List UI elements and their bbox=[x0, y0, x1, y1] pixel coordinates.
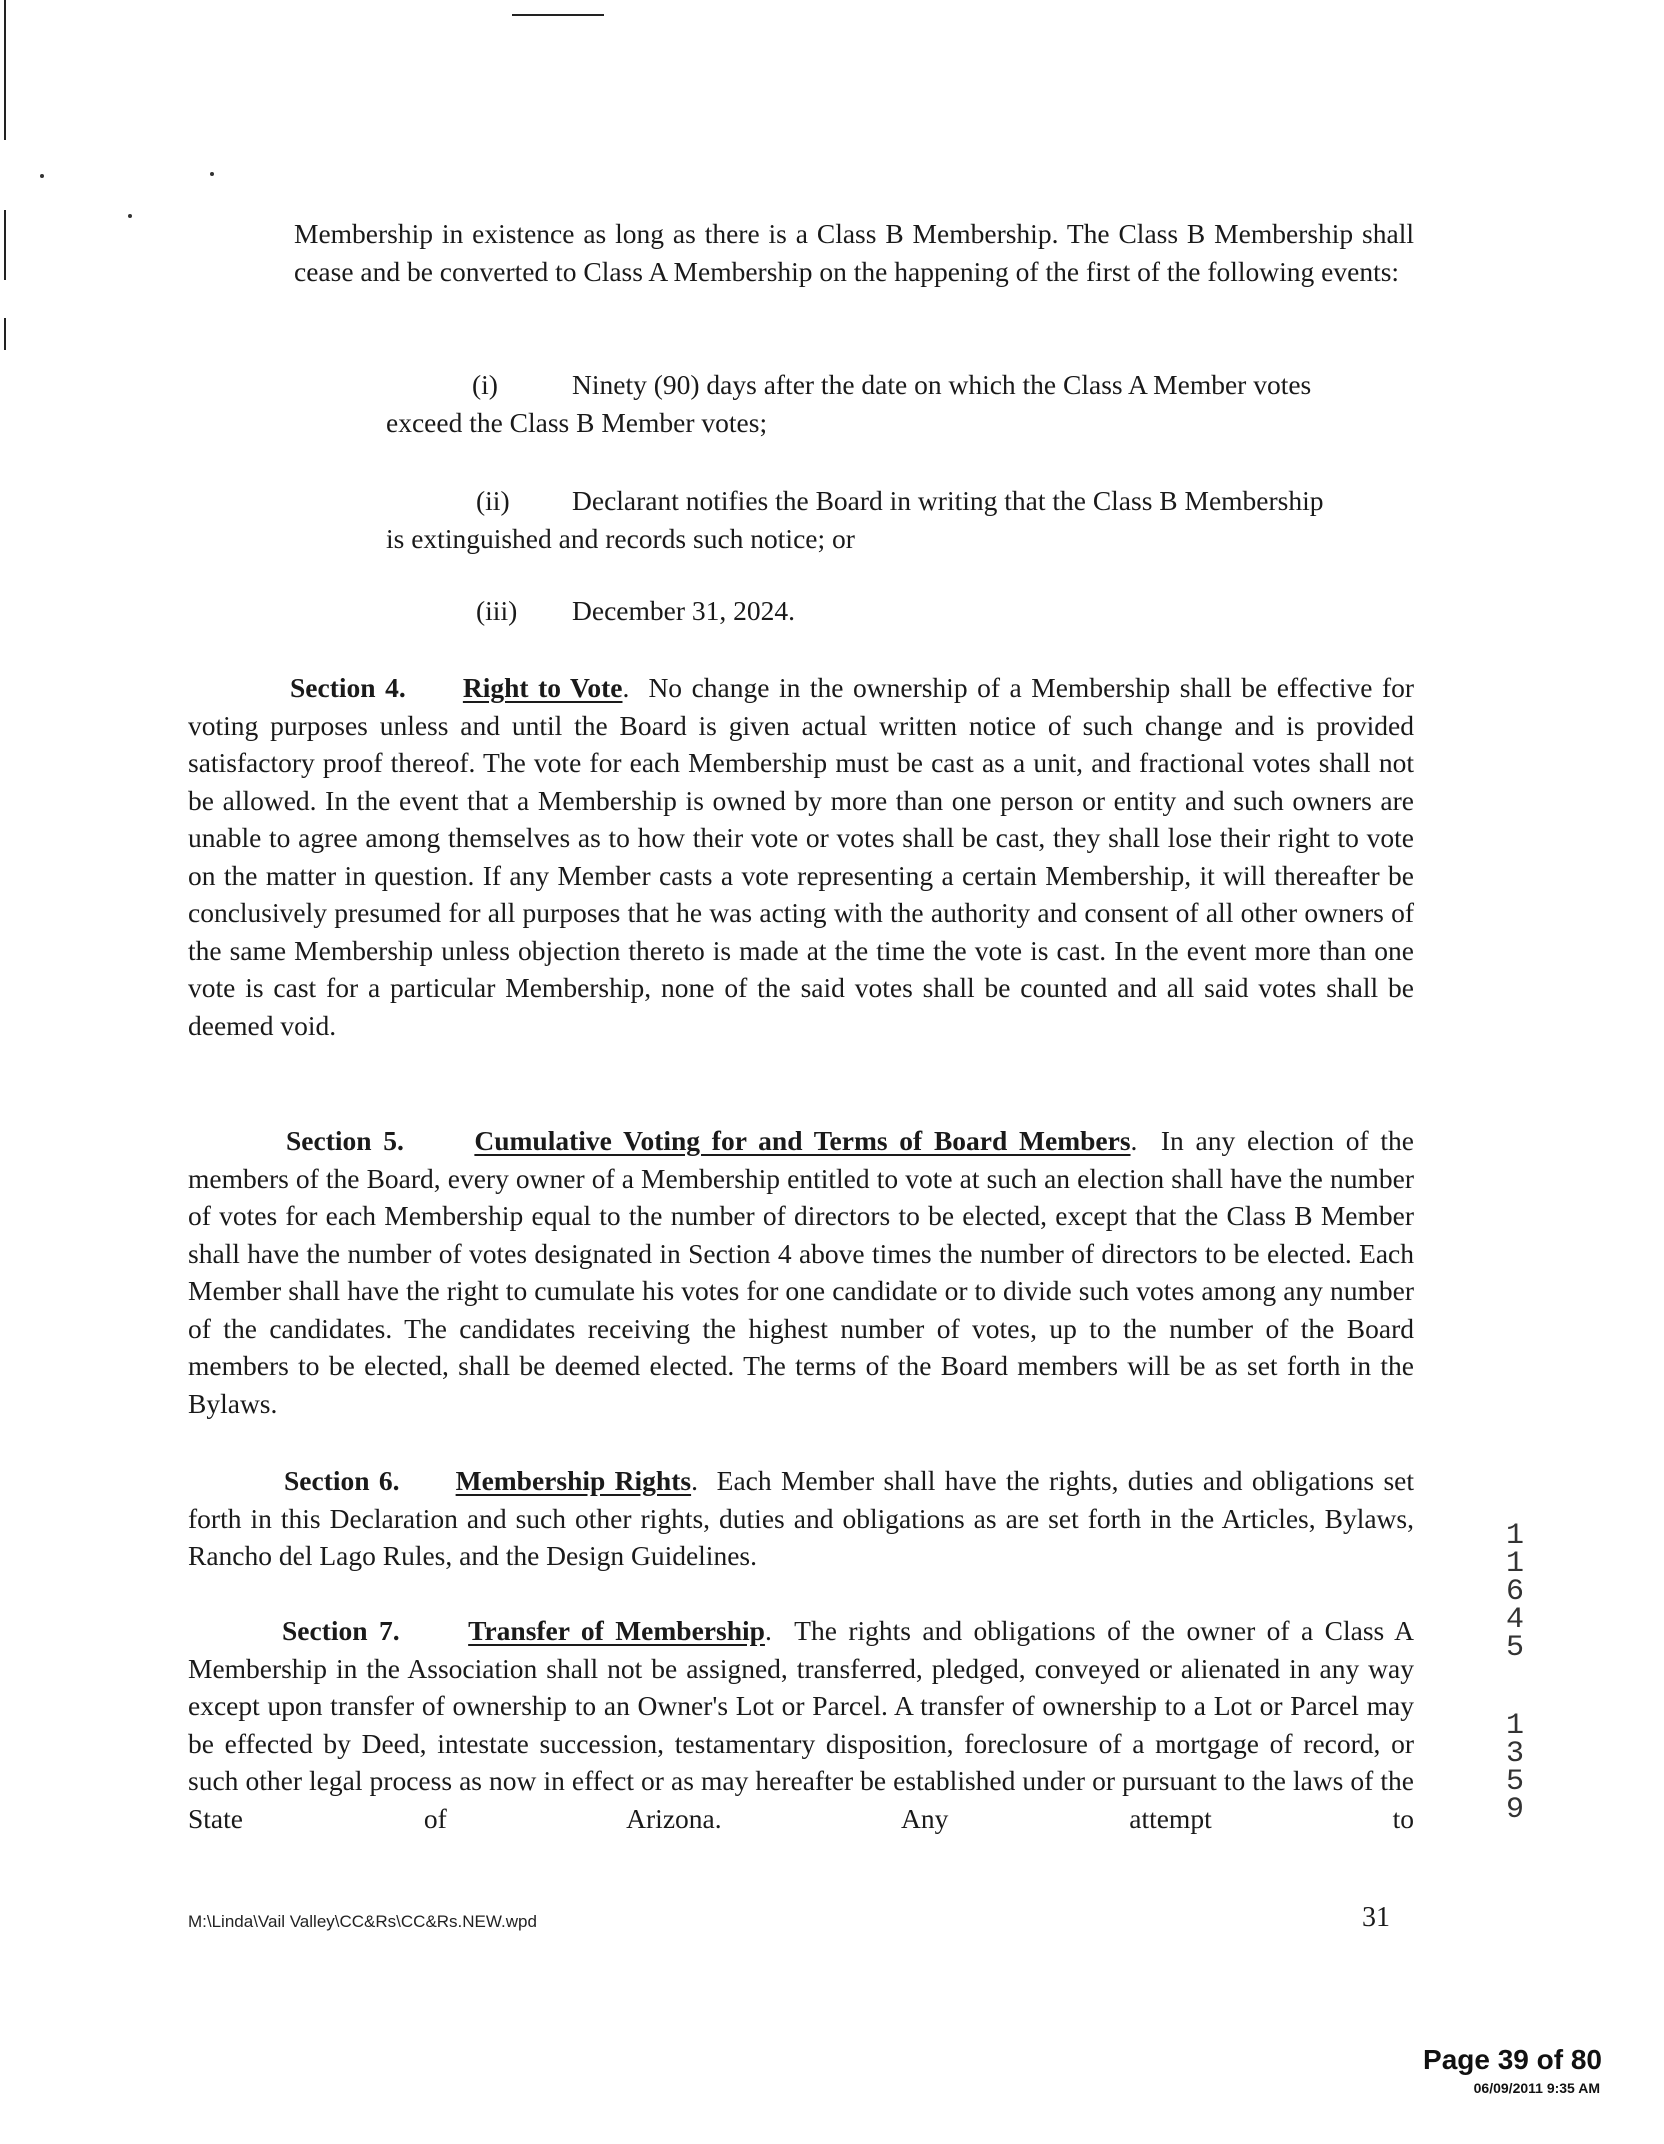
recorder-number-upper bbox=[1506, 1519, 1525, 1665]
top-rule bbox=[512, 14, 604, 16]
file-path-footer: M:\Linda\Vail Valley\CC&Rs\CC&Rs.NEW.wpd bbox=[188, 1912, 537, 1931]
section-body: In any election of the members of the Board, every owner of a Membership entitled to vote at such an election shall have the number of votes for each Membership equal to the number of directors to be elected, except that the Class B Member shall have the number of votes designated in Section 4 above times the number of directors to be elected. Each Member shall have the right to cumulate his votes for one candidate or to divide such votes among any number of the candidates. The candidates receiving the highest number of votes, up to the number of the Board members to be elected, shall be deemed elected. The terms of the Board members will be as set forth in the Bylaws. bbox=[188, 1125, 1414, 1419]
scan-edge-line bbox=[4, 318, 6, 350]
scan-speck bbox=[40, 174, 44, 178]
recorder-number-lower bbox=[1506, 1709, 1525, 1827]
recording-datetime: 06/09/2011 9:35 AM bbox=[1473, 2080, 1600, 2096]
recording-page-count: Page 39 of 80 bbox=[1423, 2044, 1602, 2075]
scan-speck bbox=[128, 214, 132, 218]
event-item bbox=[476, 482, 1422, 520]
section-title: Right to Vote bbox=[462, 672, 623, 703]
scan-speck bbox=[210, 172, 214, 176]
event-marker: (iii) bbox=[476, 595, 518, 626]
event-marker: (ii) bbox=[476, 485, 510, 516]
section-6-paragraph: Section 6. Membership Rights. Each Member shall have the rights, duties and obligations set forth in this Declaration and such other rights, duties and obligations as are set forth in the Articles, Bylaws, Rancho del Lago Rules, and the Design Guidelines. bbox=[188, 1465, 1415, 1571]
event-marker: (i) bbox=[472, 369, 498, 400]
recorder-digit: 1 bbox=[1506, 1519, 1525, 1553]
recorder-digit: 1 bbox=[1506, 1709, 1525, 1743]
section-body: The rights and obligations of the owner of a Class A Membership in the Association shall not be assigned, transferred, pledged, conveyed or alienated in any way except upon transfer of ownership to an Owner's Lot or Parcel. A transfer of ownership to a Lot or Parcel may be effected by Deed, intestate succession, testamentary disposition, foreclosure of a mortgage of record, or such other legal process as now in effect or as may hereafter be established under or pursuant to the laws of the State of Arizona. Any attempt to bbox=[188, 1615, 1414, 1834]
section-title: Membership Rights bbox=[455, 1465, 692, 1496]
recorder-digit: 1 bbox=[1506, 1547, 1525, 1581]
recorder-digit: 4 bbox=[1506, 1603, 1525, 1637]
section-title: Transfer of Membership bbox=[468, 1615, 765, 1646]
recorder-digit: 5 bbox=[1506, 1631, 1525, 1665]
section-label: Section 5. bbox=[286, 1125, 404, 1156]
section-label: Section 6. bbox=[284, 1465, 400, 1496]
intro-paragraph: Membership in existence as long as there is a Class B Membership. The Class B Membership shall cease and be converted to Class A Membership on the happening of the first of the following events: bbox=[294, 218, 1414, 287]
recorder-digit: 3 bbox=[1506, 1737, 1525, 1771]
section-label: Section 4. bbox=[290, 672, 406, 703]
recorder-digit: 9 bbox=[1506, 1793, 1525, 1827]
section-body: Each Member shall have the rights, duties and obligations set forth in this Declaration and such other rights, duties and obligations as are set forth in the Articles, Bylaws, Rancho del Lago Rules, and the Design Guidelines. bbox=[188, 1465, 1415, 1571]
section-4-paragraph: Section 4. Right to Vote. No change in the ownership of a Membership shall be effective for voting purposes unless and until the Board is given actual written notice of such change and is provided satisfactory proof thereof. The vote for each Membership must be cast as a unit, and fractional votes shall not be allowed. In the event that a Membership is owned by more than one person or entity and such owners are unable to agree among themselves as to how their vote or votes shall be cast, they shall lose their right to vote on the matter in question. If any Member casts a vote representing a certain Membership, it will thereafter be conclusively presumed for all purposes that he was acting with the authority and consent of all other owners of the same Membership unless objection thereto is made at the time the vote is cast. In the event more than one vote is cast for a particular Membership, none of the said votes shall be counted and all said votes shall be deemed void. bbox=[188, 672, 1415, 1041]
scan-edge-line bbox=[4, 210, 6, 280]
recorder-digit: 6 bbox=[1506, 1575, 1525, 1609]
recorder-digit: 5 bbox=[1506, 1765, 1525, 1799]
section-label: Section 7. bbox=[282, 1615, 400, 1646]
section-body: No change in the ownership of a Membership shall be effective for voting purposes unless and until the Board is given actual written notice of such change and is provided satisfactory proof thereof. The vote for each Membership must be cast as a unit, and fractional votes shall not be allowed. In the event that a Membership is owned by more than one person or entity and such owners are unable to agree among themselves as to how their vote or votes shall be cast, they shall lose their right to vote on the matter in question. If any Member casts a vote representing a certain Membership, it will thereafter be conclusively presumed for all purposes that he was acting with the authority and consent of all other owners of the same Membership unless objection thereto is made at the time the vote is cast. In the event more than one vote is cast for a particular Membership, none of the said votes shall be counted and all said votes shall be deemed void. bbox=[188, 672, 1415, 1041]
section-5-paragraph: Section 5. Cumulative Voting for and Terms of Board Members. In any election of the members of the Board, every owner of a Membership entitled to vote at such an election shall have the number of votes for each Membership equal to the number of directors to be elected, except that the Class B Member shall have the number of votes designated in Section 4 above times the number of directors to be elected. Each Member shall have the right to cumulate his votes for one candidate or to divide such votes among any number of the candidates. The candidates receiving the highest number of votes, up to the number of the Board members to be elected, shall be deemed elected. The terms of the Board members will be as set forth in the Bylaws. bbox=[188, 1125, 1414, 1419]
event-continuation: is extinguished and records such notice; or bbox=[386, 523, 855, 554]
event-text: Declarant notifies the Board in writing that the Class B Membership bbox=[572, 485, 1324, 516]
section-title: Cumulative Voting for and Terms of Board Members bbox=[474, 1125, 1131, 1156]
section-7-paragraph: Section 7. Transfer of Membership. The rights and obligations of the owner of a Class A Membership in the Association shall not be assigned, transferred, pledged, conveyed or alienated in any way except upon transfer of ownership to an Owner's Lot or Parcel. A transfer of ownership to a Lot or Parcel may be effected by Deed, intestate succession, testamentary disposition, foreclosure of a mortgage of record, or such other legal process as now in effect or as may hereafter be established under or pursuant to the laws of the State of Arizona. Any attempt to bbox=[188, 1615, 1414, 1834]
event-text: Ninety (90) days after the date on which the Class A Member votes bbox=[572, 369, 1312, 400]
event-continuation: exceed the Class B Member votes; bbox=[386, 407, 768, 438]
scan-edge-line bbox=[4, 0, 6, 140]
page-number: 31 bbox=[1362, 1902, 1390, 1933]
event-item bbox=[472, 366, 1418, 404]
event-text: December 31, 2024. bbox=[572, 595, 795, 626]
event-item bbox=[476, 592, 795, 630]
